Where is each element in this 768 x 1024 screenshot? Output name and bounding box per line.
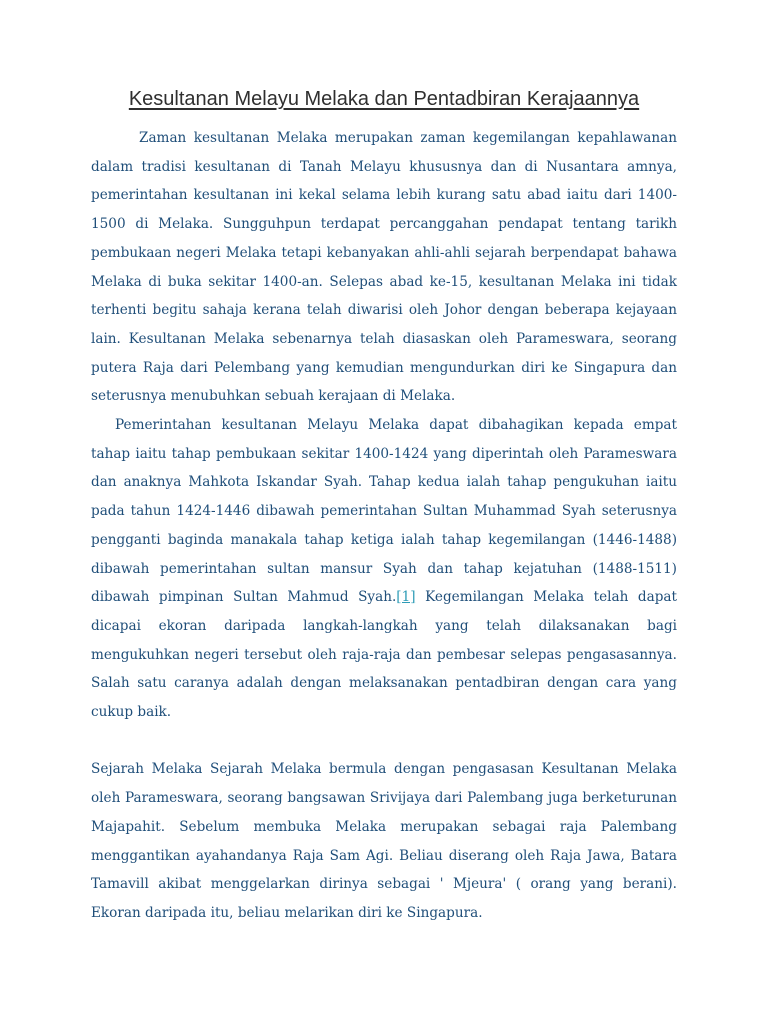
paragraph-2-text-after-ref: Kegemilangan Melaka telah dapat dicapai ekoran daripada langkah-langkah yang telah dilaksanakan bagi mengukuhkan negeri tersebut oleh raja-raja dan pembesar selepas pengasasannya. Salah satu caranya adalah dengan melaksanakan pentadbiran dengan cara yang cukup baik.: [91, 589, 677, 721]
document-title: Kesultanan Melayu Melaka dan Pentadbiran Kerajaannya: [128, 88, 640, 110]
paragraph-3: Sejarah Melaka Sejarah Melaka bermula dengan pengasasan Kesultanan Melaka oleh Parameswara, seorang bangsawan Srivijaya dari Palembang juga berketurunan Majapahit. Sebelum membuka Melaka merupakan sebagai raja Palembang menggantikan ayahandanya Raja Sam Agi. Beliau diserang oleh Raja Jawa, Batara Tamavill akibat menggelarkan dirinya sebagai ' Mjeura' ( orang yang berani). Ekoran daripada itu, beliau melarikan diri ke Singapura.: [91, 761, 677, 921]
footnote-reference-link[interactable]: [1]: [396, 589, 416, 606]
document-body: [91, 124, 677, 928]
paragraph-1: Zaman kesultanan Melaka merupakan zaman kegemilangan kepahlawanan dalam tradisi kesultanan di Tanah Melayu khususnya dan di Nusantara amnya, pemerintahan kesultanan ini kekal selama lebih kurang satu abad iaitu dari 1400-1500 di Melaka. Sungguhpun terdapat percanggahan pendapat tentang tarikh pembukaan negeri Melaka tetapi kebanyakan ahli-ahli sejarah berpendapat bahawa Melaka di buka sekitar 1400-an. Selepas abad ke-15, kesultanan Melaka ini tidak terhenti begitu sahaja kerana telah diwarisi oleh Johor dengan beberapa kejayaan lain. Kesultanan Melaka sebenarnya telah diasaskan oleh Parameswara, seorang putera Raja dari Pelembang yang kemudian mengundurkan diri ke Singapura dan seterusnya menubuhkan sebuah kerajaan di Melaka.: [91, 130, 677, 405]
paragraph-2: [91, 411, 677, 727]
paragraph-2-text-before-ref: Pemerintahan kesultanan Melayu Melaka dapat dibahagikan kepada empat tahap iaitu tahap pembukaan sekitar 1400-1424 yang diperintah oleh Parameswara dan anaknya Mahkota Iskandar Syah. Tahap kedua ialah tahap pengukuhan iaitu pada tahun 1424-1446 dibawah pemerintahan Sultan Muhammad Syah seterusnya pengganti baginda manakala tahap ketiga ialah tahap kegemilangan (1446-1488) dibawah pemerintahan sultan mansur Syah dan tahap kejatuhan (1488-1511) dibawah pimpinan Sultan Mahmud Syah.: [91, 417, 677, 606]
paragraph-spacer: [91, 727, 677, 756]
